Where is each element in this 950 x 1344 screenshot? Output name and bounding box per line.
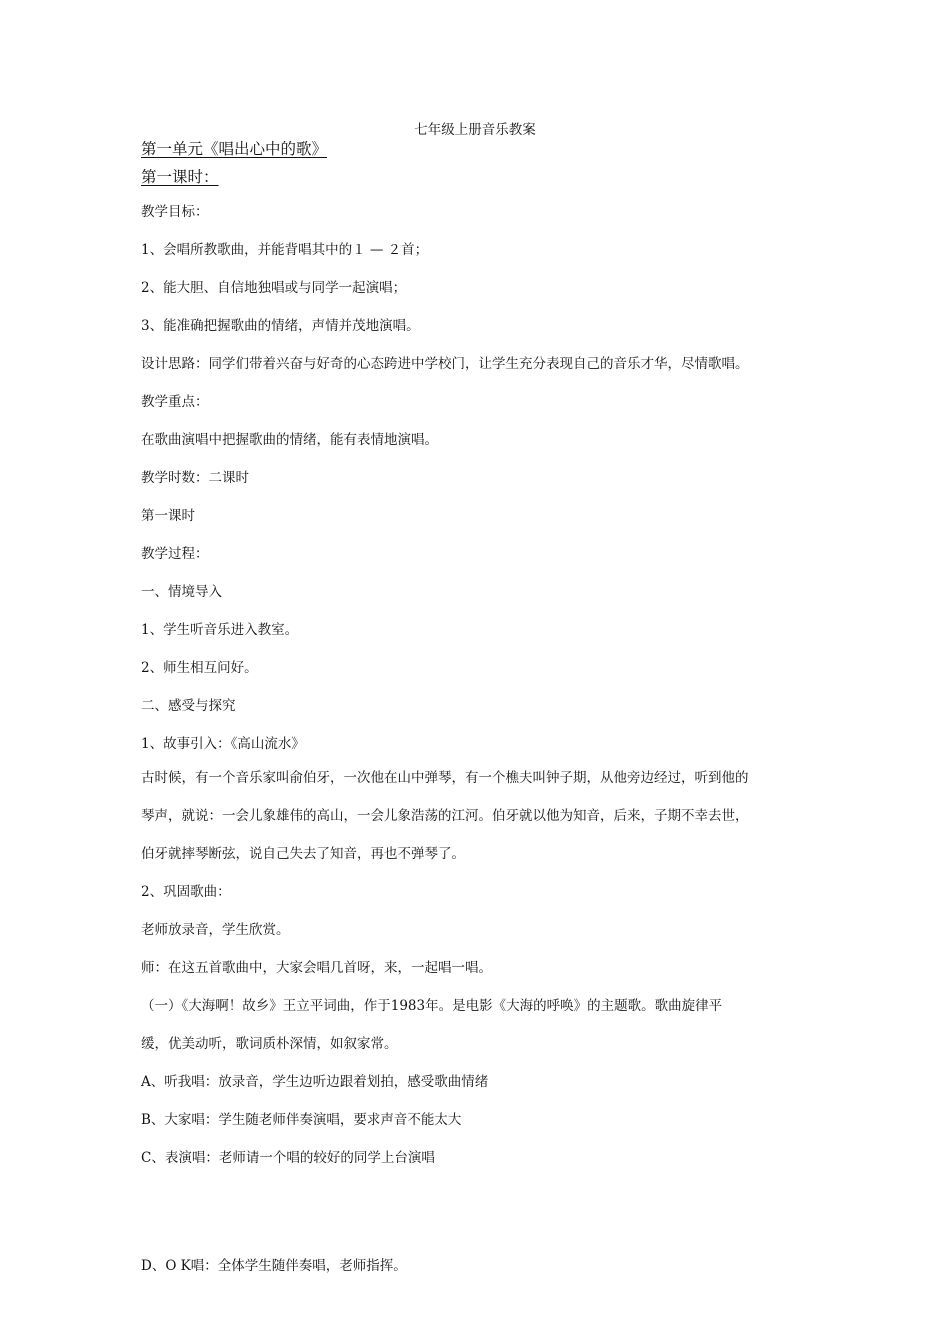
story-paragraph-line: 古时候，有一个音乐家叫俞伯牙，一次他在山中弹琴，有一个樵夫叫钟子期，从他旁边经过，听到他的 — [141, 770, 749, 786]
story-paragraph-line: 琴声，就说：一会儿象雄伟的高山，一会儿象浩荡的江河。伯牙就以他为知音，后来，子期不幸去世， — [141, 808, 749, 824]
activity-item: A、听我唱：放录音，学生边听边跟着划拍，感受歌曲情绪 — [141, 1074, 489, 1090]
story-paragraph-line: 伯牙就摔琴断弦，说自己失去了知音，再也不弹琴了。 — [141, 846, 465, 862]
activity-item: C、表演唱：老师请一个唱的较好的同学上台演唱 — [141, 1150, 435, 1166]
focus-text: 在歌曲演唱中把握歌曲的情绪，能有表情地演唱。 — [141, 432, 438, 448]
activity-item: B、大家唱：学生随老师伴奏演唱，要求声音不能太大 — [141, 1112, 462, 1128]
unit-heading: 第一单元《唱出心中的歌》 — [141, 140, 328, 158]
teacher-instruction: 老师放录音，学生欣赏。 — [141, 922, 290, 938]
focus-label: 教学重点： — [141, 394, 209, 410]
consolidate-label: 2、巩固歌曲： — [141, 884, 231, 900]
section-heading: 一、情境导入 — [141, 584, 222, 600]
design-idea: 设计思路：同学们带着兴奋与好奇的心态跨进中学校门，让学生充分表现自己的音乐才华，尽情歌唱。 — [141, 356, 749, 372]
teaching-hours: 教学时数：二课时 — [141, 470, 249, 486]
lesson-one-label: 第一课时 — [141, 508, 195, 524]
step-item: 2、师生相互问好。 — [141, 660, 258, 676]
teacher-instruction: 师：在这五首歌曲中，大家会唱几首呀，来，一起唱一唱。 — [141, 960, 492, 976]
goal-item: 1、会唱所教歌曲，并能背唱其中的１ — ２首； — [141, 242, 429, 258]
section-heading: 二、感受与探究 — [141, 698, 236, 714]
process-label: 教学过程： — [141, 546, 209, 562]
goals-label: 教学目标： — [141, 204, 209, 220]
song-description-line: （一）《大海啊！故乡》王立平词曲，作于1983年。是电影《大海的呼唤》的主题歌。歌曲旋律平 — [141, 998, 723, 1014]
document-title: 七年级上册音乐教案 — [414, 122, 536, 138]
lesson-heading: 第一课时： — [141, 168, 219, 186]
story-title: 1、故事引入：《高山流水》 — [141, 736, 305, 752]
step-item: 1、学生听音乐进入教室。 — [141, 622, 299, 638]
goal-item: 3、能准确把握歌曲的情绪，声情并茂地演唱。 — [141, 318, 420, 334]
activity-item: D、O K唱：全体学生随伴奏唱，老师指挥。 — [141, 1258, 407, 1274]
goal-item: 2、能大胆、自信地独唱或与同学一起演唱； — [141, 280, 407, 296]
song-description-line: 缓，优美动听，歌词质朴深情，如叙家常。 — [141, 1036, 398, 1052]
